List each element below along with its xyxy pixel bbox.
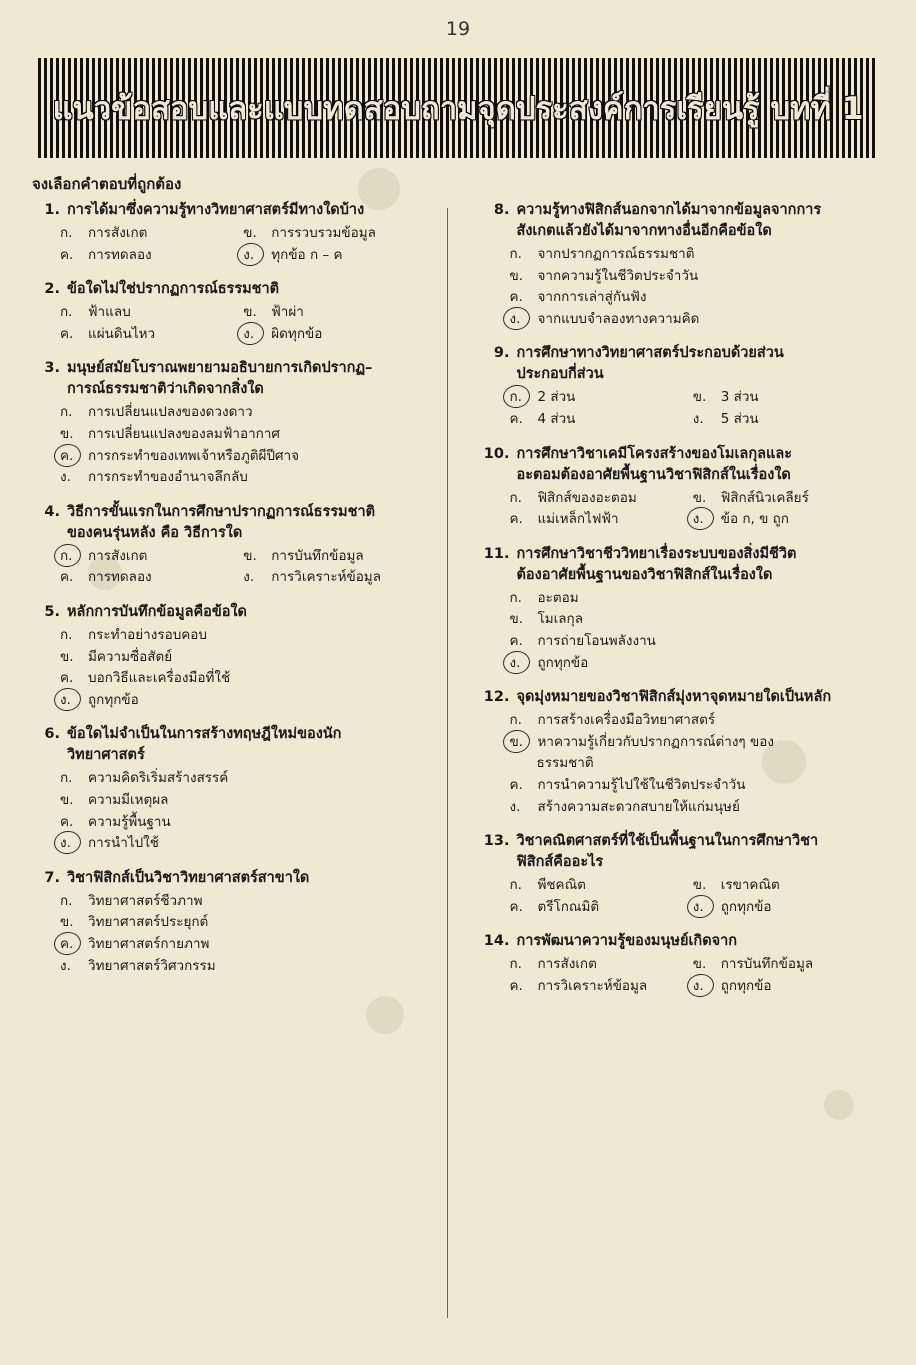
choice-text: ฟ้าผ่า xyxy=(271,304,304,321)
question-item xyxy=(30,358,437,488)
choice-text: กระทำอย่างรอบคอบ xyxy=(88,627,207,644)
choice-label: ข. xyxy=(509,732,537,754)
choice-label: ค. xyxy=(60,325,74,342)
question-number: 7. xyxy=(44,869,60,886)
choice-label: ข. xyxy=(243,225,257,242)
choice-list xyxy=(30,768,437,854)
question-item xyxy=(479,831,886,918)
choice-label: ก. xyxy=(60,304,73,321)
choice-label: ง. xyxy=(692,411,704,428)
question-number: 5. xyxy=(44,604,60,621)
choice-label: ค. xyxy=(60,246,74,263)
choice-option[interactable] xyxy=(30,245,233,267)
choice-text: การนำความรู้ไปใช้ในชีวิตประจำวัน xyxy=(537,777,746,794)
choice-label: ข. xyxy=(692,489,707,506)
choice-text: การวิเคราะห์ข้อมูล xyxy=(537,978,648,995)
choice-row xyxy=(479,897,886,919)
choice-row xyxy=(479,875,886,897)
question-text: ความรู้ทางฟิสิกส์นอกจากได้มาจากข้อมูลจากการ xyxy=(516,202,822,218)
question-text: วิชาฟิสิกส์เป็นวิชาวิทยาศาสตร์สาขาใด xyxy=(67,869,310,886)
choice-text: 5 ส่วน xyxy=(720,411,759,428)
choice-text: จากแบบจำลองทางความคิด xyxy=(537,310,700,327)
choice-selected[interactable] xyxy=(30,546,233,568)
choice-label: ค. xyxy=(60,569,74,586)
choice-label: ข. xyxy=(692,956,707,973)
question-head xyxy=(479,343,886,364)
choice-option[interactable] xyxy=(233,302,436,324)
choice-option[interactable] xyxy=(479,976,682,998)
question-text: วิธีการขั้นแรกในการศึกษาปรากฏการณ์ธรรมชาติ xyxy=(67,503,376,520)
choice-label: ข. xyxy=(60,792,74,809)
question-number: 11. xyxy=(483,545,510,562)
choice-option[interactable] xyxy=(479,775,886,797)
choice-option[interactable] xyxy=(683,409,886,431)
choice-label: ค. xyxy=(509,511,523,528)
choice-row xyxy=(479,954,886,976)
question-item xyxy=(30,502,437,589)
choice-list xyxy=(479,954,886,997)
instruction-text: จงเลือกคำตอบที่ถูกต้อง xyxy=(32,175,182,193)
chapter-banner xyxy=(38,58,878,158)
choice-text: ความคิดริเริ่มสร้างสรรค์ xyxy=(88,770,229,787)
question-head xyxy=(30,502,437,523)
choice-option[interactable] xyxy=(30,567,233,589)
choice-row xyxy=(479,488,886,510)
choice-text: การเปลี่ยนแปลงของดวงดาว xyxy=(88,404,253,421)
question-item xyxy=(479,544,886,674)
choice-text: พีชคณิต xyxy=(537,877,586,894)
choice-text: วิทยาศาสตร์ประยุกต์ xyxy=(88,914,209,931)
choice-label: ค. xyxy=(509,633,523,650)
choice-label: ข. xyxy=(60,648,74,665)
choice-label: ก. xyxy=(60,225,73,242)
choice-text: การสังเกต xyxy=(88,547,148,564)
question-text: การได้มาซึ่งความรู้ทางวิทยาศาสตร์มีทางใดบ้าง xyxy=(67,202,365,218)
choice-label: ง. xyxy=(693,897,721,919)
page-number: 19 xyxy=(445,18,471,40)
choice-selected[interactable] xyxy=(233,324,436,346)
choice-list xyxy=(479,875,886,918)
question-text: การศึกษาวิชาชีววิทยาเรื่องระบบของสิ่งมีชีวิต xyxy=(516,545,797,562)
question-item xyxy=(30,868,437,977)
choice-text: การสังเกต xyxy=(88,225,148,242)
choice-option[interactable] xyxy=(30,647,437,669)
choice-row xyxy=(30,546,437,568)
choice-row xyxy=(30,567,437,589)
choice-label: ข. xyxy=(692,389,707,406)
choice-text: ถูกทุกข้อ xyxy=(88,691,139,708)
choice-text: การเปลี่ยนแปลงของลมฟ้าอากาศ xyxy=(88,426,280,443)
choice-option[interactable] xyxy=(233,546,436,568)
choice-selected[interactable] xyxy=(479,653,886,675)
choice-label: ง. xyxy=(60,957,71,974)
choice-text: 2 ส่วน xyxy=(537,389,576,406)
question-number: 14. xyxy=(483,933,510,950)
choice-label: ง. xyxy=(60,833,88,855)
question-text: การศึกษาวิชาเคมีโครงสร้างของโมเลกุลและ xyxy=(516,445,793,462)
choice-label: ง. xyxy=(509,798,521,815)
choice-row xyxy=(30,302,437,324)
choice-text: การถ่ายโอนพลังงาน xyxy=(537,633,656,650)
right-column xyxy=(447,200,886,1335)
choice-label: ก. xyxy=(60,546,88,568)
choice-label: ก. xyxy=(509,877,522,894)
choice-option[interactable] xyxy=(479,797,886,819)
choice-option[interactable] xyxy=(479,409,682,431)
choice-label: ก. xyxy=(60,892,73,909)
choice-text: วิทยาศาสตร์วิศวกรรม xyxy=(88,957,216,974)
choice-text: การวิเคราะห์ข้อมูล xyxy=(271,569,381,586)
choice-text: บอกวิธีและเครื่องมือที่ใช้ xyxy=(88,670,231,687)
question-head xyxy=(30,868,437,889)
question-number: 3. xyxy=(44,360,60,377)
choice-label: ค. xyxy=(60,934,88,956)
choice-text: ความรู้พื้นฐาน xyxy=(88,813,171,830)
choice-text: ความมีเหตุผล xyxy=(88,792,169,809)
question-number: 6. xyxy=(44,726,60,743)
choice-selected[interactable] xyxy=(30,934,437,956)
choice-text: การทดลอง xyxy=(88,569,152,586)
choice-option[interactable] xyxy=(683,954,886,976)
choice-text: ฟิสิกส์ของอะตอม xyxy=(537,489,637,506)
question-item xyxy=(479,687,886,818)
choice-text: ทุกข้อ ก – ค xyxy=(271,246,343,263)
choice-text: ตรีโกณมิติ xyxy=(537,898,600,915)
choice-text: จากปรากฏการณ์ธรรมชาติ xyxy=(537,246,695,263)
choice-option[interactable] xyxy=(479,488,682,510)
choice-text: การสังเกต xyxy=(537,956,597,973)
question-item xyxy=(479,931,886,997)
choice-row xyxy=(30,324,437,346)
choice-list xyxy=(479,387,886,430)
choice-text: การสร้างเครื่องมือวิทยาศาสตร์ xyxy=(537,712,716,729)
choice-list xyxy=(479,488,886,531)
choice-option[interactable] xyxy=(30,302,233,324)
choice-option[interactable] xyxy=(479,631,886,653)
choice-text: การทดลอง xyxy=(88,246,152,263)
question-columns xyxy=(30,200,886,1335)
choice-text: แม่เหล็กไฟฟ้า xyxy=(537,511,619,528)
choice-label: ก. xyxy=(509,246,522,263)
choice-label: ค. xyxy=(509,978,523,995)
question-head xyxy=(479,200,886,221)
choice-label: ง. xyxy=(243,569,255,586)
choice-selected[interactable] xyxy=(30,446,437,468)
choice-label: ง. xyxy=(60,469,71,486)
choice-option[interactable] xyxy=(479,954,682,976)
choice-option[interactable] xyxy=(233,223,436,245)
banner-title: แนวข้อสอบและแบบทดสอบถามจุดประสงค์การเรียนรู้ บทที่ 1 xyxy=(52,91,864,127)
choice-text: ผิดทุกข้อ xyxy=(271,325,323,342)
choice-label: ค. xyxy=(509,777,523,794)
question-text-cont: การณ์ธรรมชาติว่าเกิดจากสิ่งใด xyxy=(67,381,264,398)
choice-label: ก. xyxy=(509,489,522,506)
question-head xyxy=(479,831,886,852)
choice-text: การนำไปใช้ xyxy=(88,835,159,852)
choice-label: ค. xyxy=(509,411,523,428)
choice-label: ก. xyxy=(60,770,73,787)
question-number: 4. xyxy=(44,503,60,520)
choice-text: ข้อ ก, ข ถูก xyxy=(720,511,789,528)
choice-label: ข. xyxy=(692,877,707,894)
question-text-cont: อะตอมต้องอาศัยพื้นฐานวิชาฟิสิกส์ในเรื่องใด xyxy=(516,466,791,483)
choice-option[interactable] xyxy=(479,710,886,732)
choice-option[interactable] xyxy=(30,912,437,934)
question-head xyxy=(479,931,886,952)
question-number: 8. xyxy=(493,202,510,218)
choice-selected[interactable] xyxy=(683,976,886,998)
choice-text-cont: ธรรมชาติ xyxy=(536,755,594,772)
choice-option[interactable] xyxy=(30,424,437,446)
choice-option[interactable] xyxy=(30,891,437,913)
choice-option[interactable] xyxy=(30,402,437,424)
choice-option[interactable] xyxy=(233,567,436,589)
question-number: 10. xyxy=(483,445,510,462)
question-item xyxy=(30,602,437,711)
choice-text: อะตอม xyxy=(537,589,579,606)
choice-text: ถูกทุกข้อ xyxy=(537,654,589,671)
question-number: 1. xyxy=(44,202,60,218)
choice-list xyxy=(30,302,437,345)
choice-label: ข. xyxy=(509,611,524,628)
question-number: 9. xyxy=(493,345,510,362)
choice-label: ก. xyxy=(509,387,537,409)
choice-option[interactable] xyxy=(683,875,886,897)
question-text: หลักการบันทึกข้อมูลคือข้อใด xyxy=(67,604,247,621)
choice-option[interactable] xyxy=(479,509,682,531)
question-text-cont: ฟิสิกส์คืออะไร xyxy=(516,854,604,871)
choice-selected[interactable] xyxy=(479,732,886,754)
question-text: วิชาคณิตศาสตร์ที่ใช้เป็นพื้นฐานในการศึกษาวิชา xyxy=(516,833,819,850)
choice-label: ง. xyxy=(243,245,271,267)
choice-option[interactable] xyxy=(479,588,886,610)
choice-list xyxy=(30,223,437,266)
choice-label: ง. xyxy=(693,509,721,531)
choice-selected[interactable] xyxy=(30,833,437,855)
choice-label: ง. xyxy=(693,976,721,998)
choice-text: โมเลกุล xyxy=(537,611,583,628)
question-text-cont: ต้องอาศัยพื้นฐานของวิชาฟิสิกส์ในเรื่องใด xyxy=(516,566,773,583)
choice-list xyxy=(30,546,437,589)
choice-row xyxy=(479,509,886,531)
choice-label: ก. xyxy=(509,589,522,606)
choice-option[interactable] xyxy=(30,625,437,647)
choice-text: มีความซื่อสัตย์ xyxy=(88,648,173,665)
choice-label: ค. xyxy=(509,289,523,306)
choice-label: ข. xyxy=(243,547,257,564)
question-item xyxy=(479,343,886,430)
choice-selected[interactable] xyxy=(30,690,437,712)
left-column xyxy=(30,200,447,1335)
question-number: 2. xyxy=(44,281,60,298)
choice-text: แผ่นดินไหว xyxy=(88,325,156,342)
choice-option[interactable] xyxy=(30,768,437,790)
choice-label: ค. xyxy=(60,446,88,468)
choice-text: 3 ส่วน xyxy=(720,389,759,406)
choice-label: ค. xyxy=(60,670,74,687)
choice-label: ข. xyxy=(60,426,74,443)
question-head xyxy=(30,200,437,221)
question-head xyxy=(30,279,437,300)
choice-selected[interactable] xyxy=(683,509,886,531)
choice-option[interactable] xyxy=(479,897,682,919)
choice-option[interactable] xyxy=(479,244,886,266)
choice-row xyxy=(479,976,886,998)
question-text-cont: ประกอบกี่ส่วน xyxy=(516,366,604,383)
choice-text: การรวบรวมข้อมูล xyxy=(271,225,376,242)
choice-list xyxy=(479,710,886,818)
choice-label: ข. xyxy=(509,267,524,284)
choice-option[interactable] xyxy=(479,609,886,631)
choice-list xyxy=(30,891,437,977)
question-item xyxy=(479,444,886,531)
choice-text: การกระทำของอำนาจลึกลับ xyxy=(88,469,248,486)
choice-row xyxy=(479,409,886,431)
choice-text: หาความรู้เกี่ยวกับปรากฏการณ์ต่างๆ ของ xyxy=(537,733,774,750)
choice-option[interactable] xyxy=(479,287,886,309)
question-item xyxy=(479,200,886,330)
choice-option[interactable] xyxy=(479,266,886,288)
choice-label: ก. xyxy=(509,712,522,729)
question-head xyxy=(479,444,886,465)
choice-label: ก. xyxy=(509,956,522,973)
choice-label: ง. xyxy=(243,324,271,346)
question-text: ข้อใดไม่จำเป็นในการสร้างทฤษฎีใหม่ของนัก xyxy=(67,726,342,743)
choice-row xyxy=(479,387,886,409)
choice-text: ฟิสิกส์นิวเคลียร์ xyxy=(720,489,809,506)
choice-option[interactable] xyxy=(30,223,233,245)
choice-list xyxy=(479,588,886,674)
question-text: การศึกษาทางวิทยาศาสตร์ประกอบด้วยส่วน xyxy=(516,345,784,362)
choice-text: การบันทึกข้อมูล xyxy=(720,956,814,973)
choice-label: ง. xyxy=(60,690,88,712)
question-number: 12. xyxy=(483,689,510,706)
question-text-cont: ของคนรุ่นหลัง คือ วิธีการใด xyxy=(67,524,243,541)
question-text: การพัฒนาความรู้ของมนุษย์เกิดจาก xyxy=(516,933,738,950)
choice-option[interactable] xyxy=(683,387,886,409)
question-item xyxy=(30,200,437,266)
choice-label: ข. xyxy=(60,914,74,931)
choice-text: 4 ส่วน xyxy=(537,411,576,428)
question-head xyxy=(479,687,886,708)
choice-option[interactable] xyxy=(30,956,437,978)
choice-list xyxy=(30,402,437,488)
question-number: 13. xyxy=(483,833,510,850)
choice-text: สร้างความสะดวกสบายให้แก่มนุษย์ xyxy=(537,798,740,815)
question-item xyxy=(30,279,437,345)
choice-option[interactable] xyxy=(30,668,437,690)
choice-label: ค. xyxy=(509,898,523,915)
choice-option[interactable] xyxy=(30,467,437,489)
choice-text: การบันทึกข้อมูล xyxy=(271,547,364,564)
choice-option[interactable] xyxy=(30,812,437,834)
choice-text: ถูกทุกข้อ xyxy=(720,978,772,995)
choice-label: ง. xyxy=(509,309,537,331)
choice-selected[interactable] xyxy=(233,245,436,267)
choice-row xyxy=(30,223,437,245)
choice-text: เรขาคณิต xyxy=(720,877,780,894)
choice-selected[interactable] xyxy=(479,309,886,331)
choice-selected[interactable] xyxy=(683,897,886,919)
choice-option[interactable] xyxy=(30,324,233,346)
choice-list xyxy=(30,625,437,711)
question-head xyxy=(30,602,437,623)
question-text: ข้อใดไม่ใช่ปรากฏการณ์ธรรมชาติ xyxy=(67,281,280,298)
choice-text: จากความรู้ในชีวิตประจำวัน xyxy=(537,267,699,284)
question-head xyxy=(479,544,886,565)
choice-label: ก. xyxy=(60,404,73,421)
question-text: มนุษย์สมัยโบราณพยายามอธิบายการเกิดปรากฏ– xyxy=(67,360,373,377)
question-head xyxy=(30,358,437,379)
choice-text: ถูกทุกข้อ xyxy=(720,898,772,915)
choice-text: ฟ้าแลบ xyxy=(88,304,131,321)
choice-list xyxy=(479,244,886,330)
choice-text: วิทยาศาสตร์ชีวภาพ xyxy=(88,892,203,909)
choice-row xyxy=(30,245,437,267)
question-head xyxy=(30,724,437,745)
choice-text: วิทยาศาสตร์กายภาพ xyxy=(88,936,210,953)
choice-text: จากการเล่าสู่กันฟัง xyxy=(537,289,647,306)
question-text: จุดมุ่งหมายของวิชาฟิสิกส์มุ่งหาจุดหมายใดเป็นหลัก xyxy=(516,689,832,706)
choice-selected[interactable] xyxy=(479,387,682,409)
choice-label: ง. xyxy=(509,653,537,675)
choice-option[interactable] xyxy=(683,488,886,510)
choice-label: ค. xyxy=(60,813,74,830)
choice-text: การกระทำของเทพเจ้าหรือภูติผีปีศาจ xyxy=(88,447,300,464)
choice-option[interactable] xyxy=(30,790,437,812)
choice-label: ข. xyxy=(243,304,257,321)
question-item xyxy=(30,724,437,854)
choice-label: ก. xyxy=(60,627,73,644)
choice-option[interactable] xyxy=(479,875,682,897)
question-text-cont: สังเกตแล้วยังได้มาจากทางอื่นอีกคือข้อใด xyxy=(516,223,772,240)
question-text-cont: วิทยาศาสตร์ xyxy=(67,747,145,764)
